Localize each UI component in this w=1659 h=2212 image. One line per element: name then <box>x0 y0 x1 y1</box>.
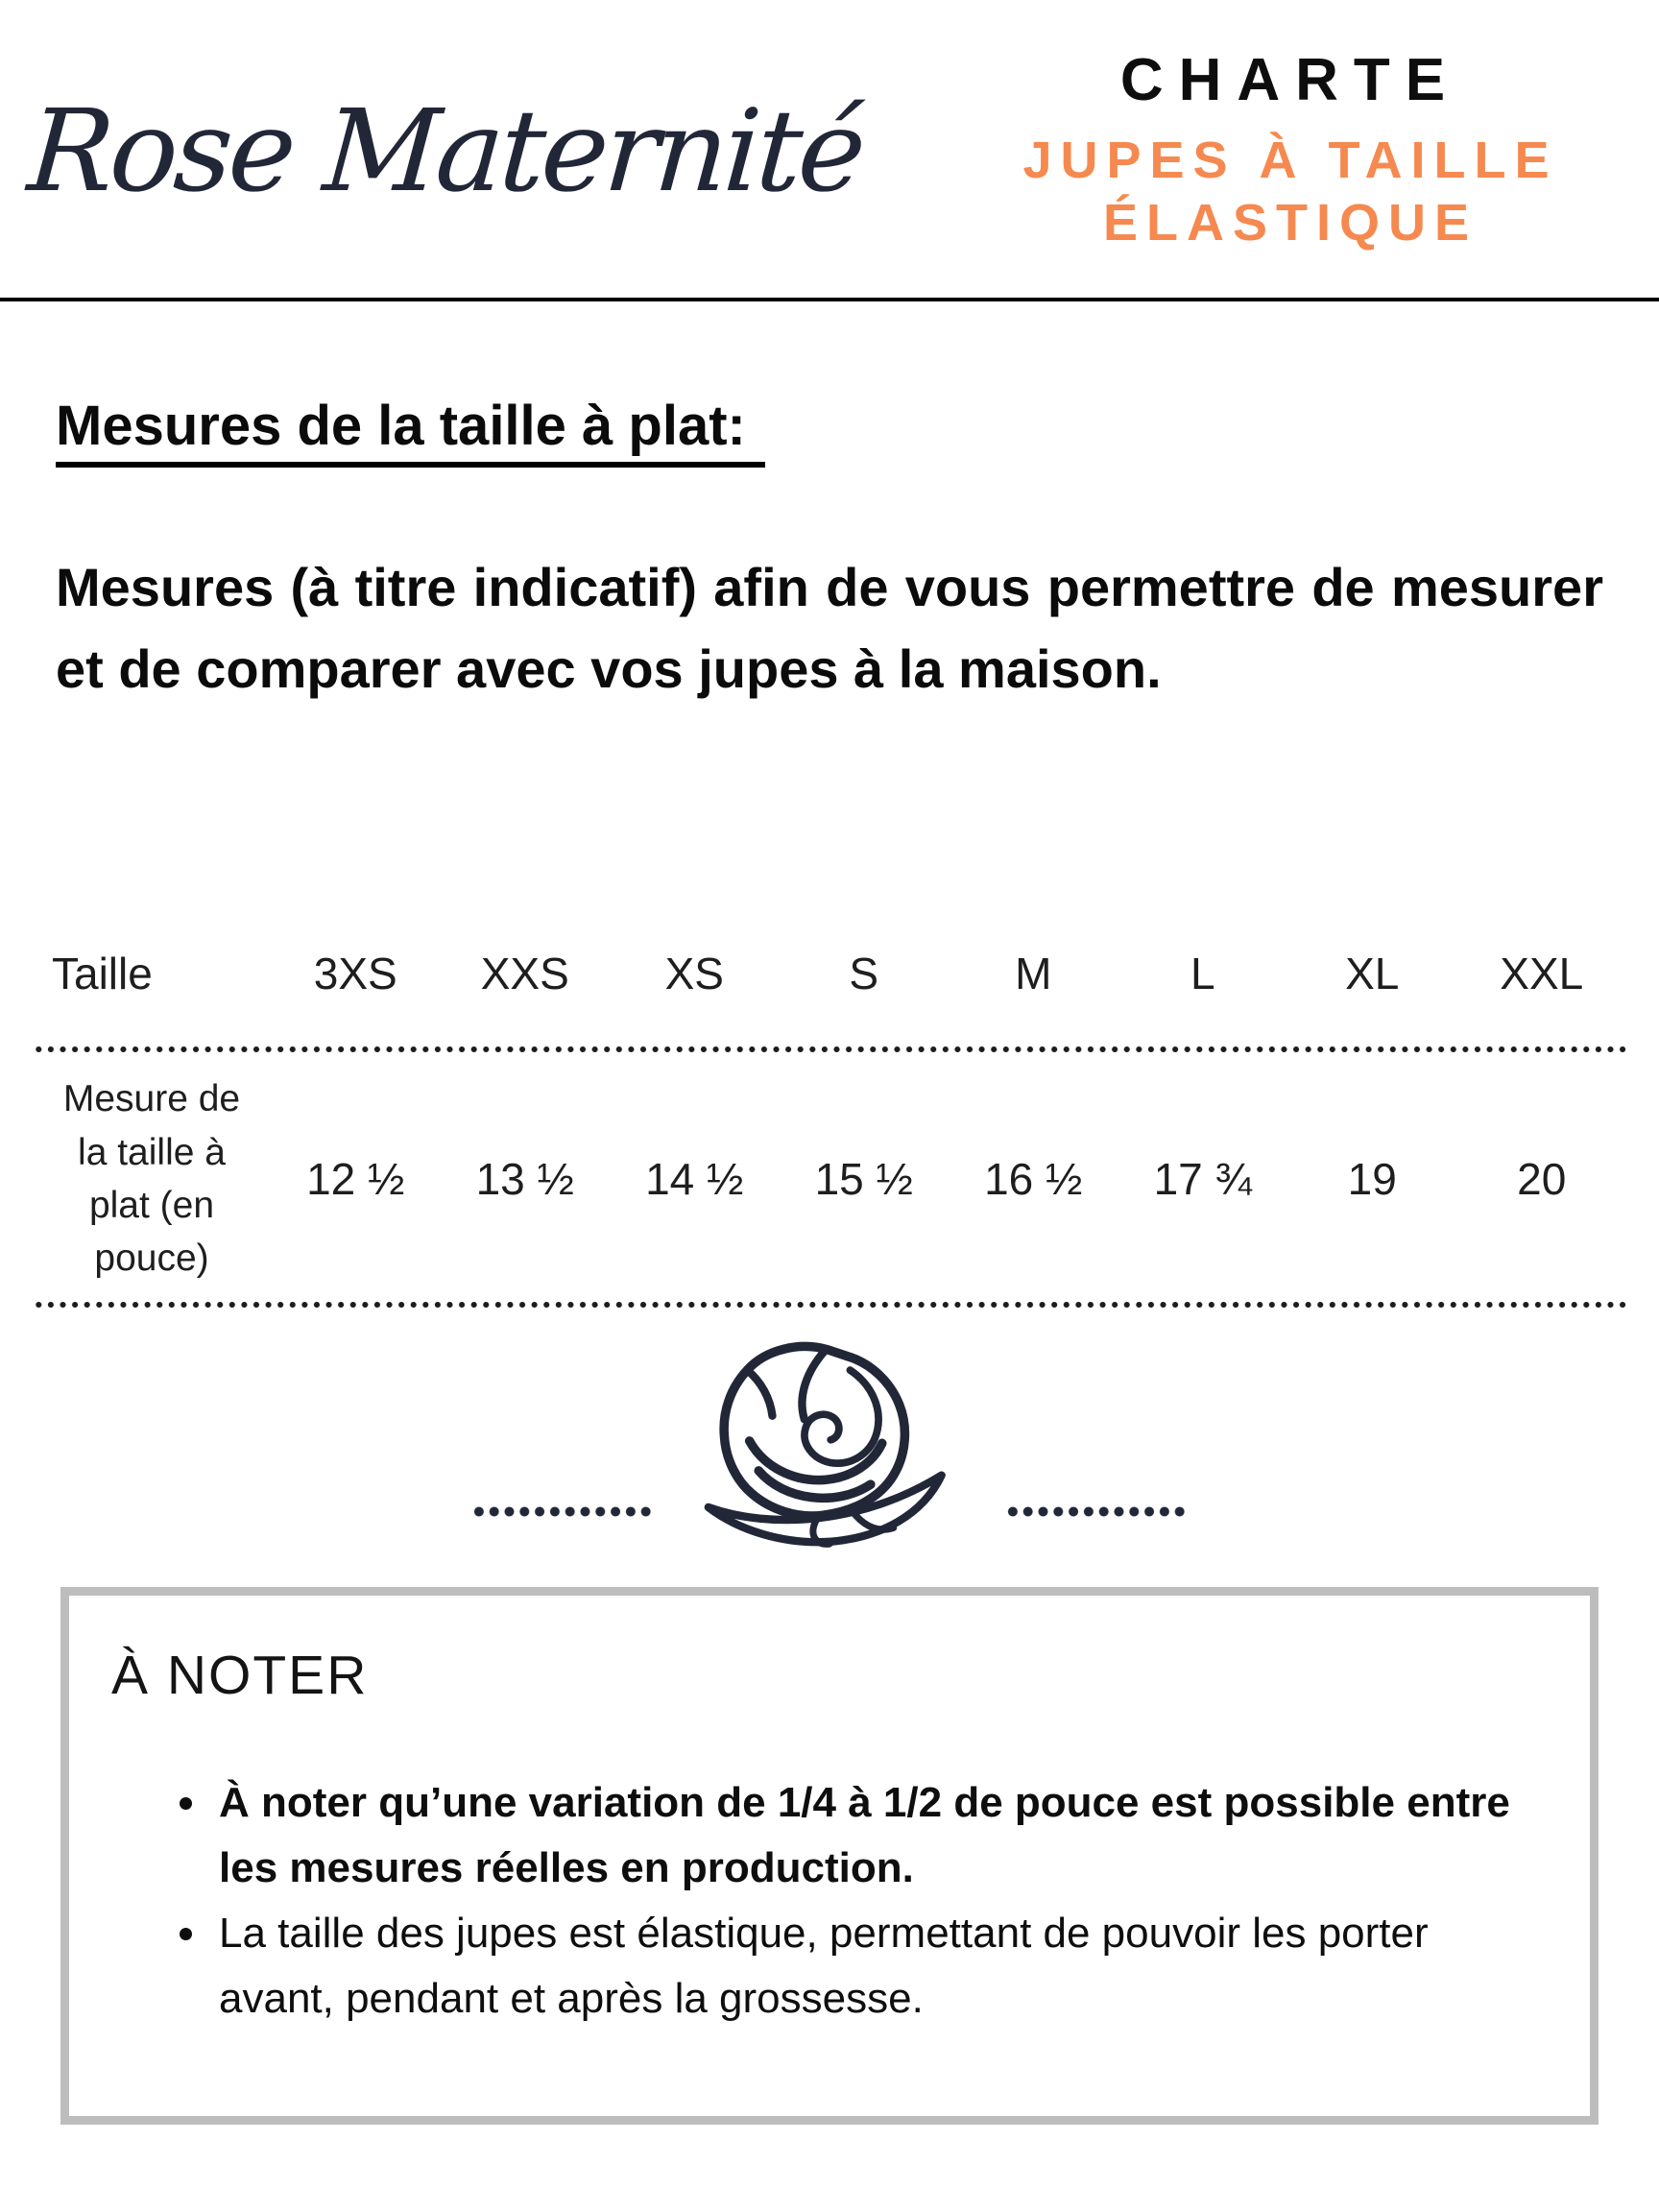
header <box>0 0 1659 301</box>
column-header-3xs: 3XS <box>313 949 397 999</box>
dotted-segment-right <box>1005 1505 1188 1518</box>
column-header-s: S <box>849 949 879 999</box>
main-content <box>0 394 1659 2125</box>
chart-subtitle-line2: ÉLASTIQUE <box>1102 193 1479 252</box>
column-header-xs: XS <box>664 949 724 999</box>
value-xl: 19 <box>1347 1153 1397 1204</box>
value-xxl: 20 <box>1517 1153 1567 1204</box>
value-xs: 14 ½ <box>645 1153 744 1204</box>
row-label-mesure: Mesure de la taille à plat (en pouce) <box>62 1078 241 1280</box>
note-box <box>60 1587 1599 2126</box>
note-bullet-elastique: • La taille des jupes est élastique, permettant de pouvoir les porter avant, pendant et après la grossesse. <box>211 1901 1536 2032</box>
value-xxs: 13 ½ <box>475 1153 574 1204</box>
dotted-divider-bottom <box>33 1301 1626 1309</box>
chart-title-block <box>974 46 1607 254</box>
value-l: 17 ¾ <box>1153 1153 1252 1204</box>
section-heading <box>56 394 1603 458</box>
chart-title: CHARTE <box>1119 47 1461 113</box>
note-bullet-variation: • À noter qu’une variation de 1/4 à 1/2 de pouce est possible entre les mesures réelles en production. <box>211 1770 1536 1901</box>
note-list <box>111 1770 1536 2032</box>
intro-paragraph: Mesures (à titre indicatif) afin de vous permettre de mesurer et de comparer avec vos jupes à la maison. <box>56 557 1603 700</box>
column-header-xxs: XXS <box>480 949 569 999</box>
size-table <box>33 948 1626 1309</box>
brand-logo: Rose Maternité <box>24 84 867 217</box>
value-m: 16 ½ <box>984 1153 1083 1204</box>
column-header-xxl: XXL <box>1500 949 1584 999</box>
column-header-l: L <box>1190 949 1215 999</box>
chart-subtitle-line1: JUPES À TAILLE <box>1022 132 1558 189</box>
size-table-header-row <box>33 948 1626 999</box>
rose-icon <box>681 1334 978 1574</box>
column-header-taille: Taille <box>52 949 153 999</box>
column-header-xl: XL <box>1345 949 1400 999</box>
value-3xs: 12 ½ <box>306 1153 405 1204</box>
dotted-segment-left <box>471 1505 654 1518</box>
column-header-m: M <box>1015 949 1052 999</box>
size-table-data-row <box>33 1072 1626 1286</box>
value-s: 15 ½ <box>814 1153 913 1204</box>
section-heading-text: Mesures de la taille à plat: <box>56 395 765 468</box>
dotted-divider-top <box>33 1046 1626 1053</box>
note-box-heading: À NOTER <box>111 1644 369 1706</box>
rose-divider <box>0 1334 1659 1574</box>
